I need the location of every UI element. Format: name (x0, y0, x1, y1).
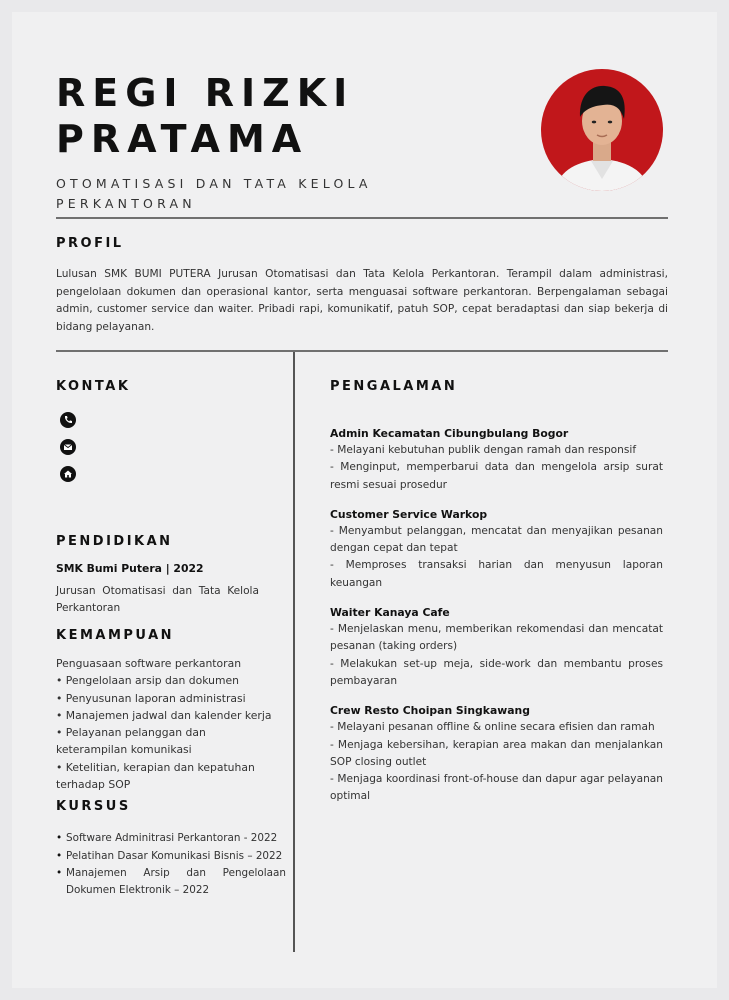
profile-photo (541, 69, 663, 191)
list-item: Penguasaan software perkantoran (56, 657, 242, 670)
experience-item (330, 702, 663, 805)
resume-page (12, 12, 717, 988)
experience-item (330, 425, 663, 494)
experience-duty: - Menjaga kebersihan, kerapian area makan dan menjalankan SOP closing outlet (330, 738, 663, 768)
name-line-2: PRATAMA (56, 117, 309, 161)
phone-icon (60, 412, 76, 428)
profil-text: Lulusan SMK BUMI PUTERA Jurusan Otomatisasi dan Tata Kelola Perkantoran. Terampil dalam administrasi, pengelolaan dokumen dan operasional kantor, serta menguasai software perkantoran. Berpengalaman sebagai admin, customer service dan waiter. Pribadi rapi, komunikatif, patuh SOP, cepat beradaptasi dan siap bekerja di bidang pelayanan. (56, 268, 668, 333)
full-name (56, 70, 354, 162)
job-title-line-1: OTOMATISASI DAN TATA KELOLA (56, 176, 372, 191)
list-item: • Pelatihan Dasar Komunikasi Bisnis – 2022 (56, 848, 286, 865)
list-item: • Software Adminitrasi Perkantoran - 2022 (56, 830, 286, 847)
list-item: • Penyusunan laporan administrasi (56, 691, 246, 705)
experience-item (330, 604, 663, 690)
header-divider (56, 217, 668, 219)
experience-duty: - Melakukan set-up meja, side-work dan membantu proses pembayaran (330, 657, 663, 687)
experience-list (330, 425, 663, 818)
education-major: Jurusan Otomatisasi dan Tata Kelola Perkantoran (56, 585, 259, 614)
pengalaman-heading: PENGALAMAN (330, 379, 458, 394)
experience-title: Customer Service Warkop (330, 507, 488, 521)
job-title-line-2: PERKANTORAN (56, 196, 196, 211)
experience-title: Crew Resto Choipan Singkawang (330, 704, 530, 718)
list-item: • Pelayanan pelanggan dan keterampilan komunikasi (56, 726, 206, 757)
experience-duty: - Melayani kebutuhan publik dengan ramah dan responsif (330, 444, 637, 456)
kursus-heading: KURSUS (56, 799, 131, 814)
person-portrait-icon (541, 69, 663, 191)
profil-divider (56, 350, 668, 352)
education-school: SMK Bumi Putera | 2022 (56, 562, 204, 575)
list-item: • Manajemen jadwal dan kalender kerja (56, 708, 272, 722)
experience-duty: - Memproses transaksi harian dan menyusun laporan keuangan (330, 559, 663, 589)
courses-list (56, 830, 286, 899)
pendidikan-heading: PENDIDIKAN (56, 534, 173, 549)
skills-list (56, 655, 296, 793)
experience-duty: - Melayani pesanan offline & online secara efisien dan ramah (330, 721, 655, 734)
experience-duty: - Menjelaskan menu, memberikan rekomendasi dan mencatat pesanan (taking orders) (330, 623, 663, 653)
experience-item (330, 506, 663, 592)
kontak-heading: KONTAK (56, 379, 131, 394)
name-line-1: REGI RIZKI (56, 71, 355, 115)
list-item: • Ketelitian, kerapian dan kepatuhan terhadap SOP (56, 760, 255, 792)
experience-title: Admin Kecamatan Cibungbulang Bogor (330, 427, 569, 440)
list-item: • Pengelolaan arsip dan dokumen (56, 674, 239, 688)
experience-duty: - Menyambut pelanggan, mencatat dan menyajikan pesanan dengan cepat dan tepat (330, 524, 663, 555)
email-icon (60, 439, 76, 455)
experience-duty: - Menginput, memperbarui data dan mengelola arsip surat resmi sesuai prosedur (330, 461, 663, 491)
experience-duty: - Menjaga koordinasi front-of-house dan dapur agar pelayanan optimal (330, 773, 663, 803)
kemampuan-heading: KEMAMPUAN (56, 628, 175, 643)
job-title (56, 174, 476, 214)
list-item: • Manajemen Arsip dan Pengelolaan Dokumen Elektronik – 2022 (56, 865, 286, 898)
home-icon (60, 466, 76, 482)
column-divider (293, 352, 295, 952)
profil-heading: PROFIL (56, 236, 124, 251)
experience-title: Waiter Kanaya Cafe (330, 606, 450, 620)
